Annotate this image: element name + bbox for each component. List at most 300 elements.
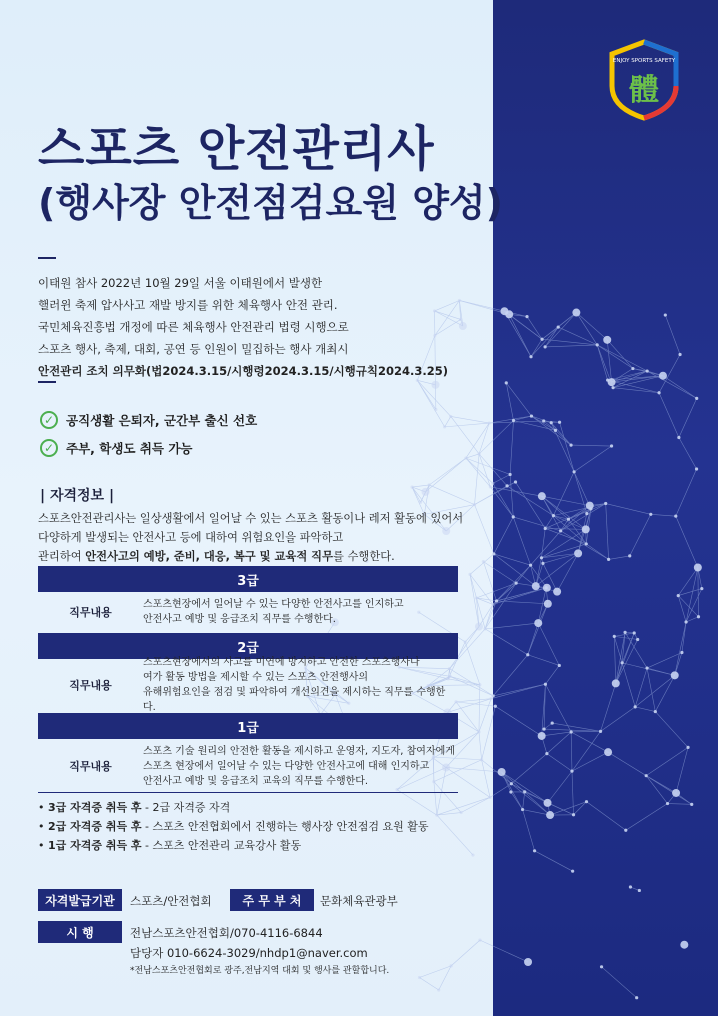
network-node xyxy=(449,415,452,418)
network-node xyxy=(538,732,546,740)
footnote: *전남스포츠안전협회로 광주,전남지역 대회 및 행사를 관할합니다. xyxy=(130,966,390,976)
network-node xyxy=(540,556,543,559)
network-node xyxy=(585,512,588,515)
network-node xyxy=(659,372,667,380)
network-node xyxy=(690,803,693,806)
section-title: | 자격정보 | xyxy=(40,488,115,504)
network-line xyxy=(451,940,480,966)
network-node xyxy=(570,730,573,733)
network-line xyxy=(542,327,558,339)
ministry-label: 주 무 부 처 xyxy=(230,889,314,911)
network-line xyxy=(493,475,510,484)
section-description xyxy=(38,509,478,566)
network-line xyxy=(635,675,675,707)
network-node xyxy=(488,421,491,424)
network-node xyxy=(459,318,462,321)
network-node xyxy=(645,774,648,777)
issuer-value: 스포츠/안전협회 xyxy=(130,894,212,908)
network-line xyxy=(476,598,496,601)
network-node xyxy=(694,564,702,572)
network-node xyxy=(482,560,485,563)
network-line xyxy=(470,574,479,626)
network-node xyxy=(554,429,557,432)
network-node xyxy=(492,694,495,697)
network-line xyxy=(561,531,609,560)
network-node xyxy=(540,338,543,341)
network-node xyxy=(478,683,481,686)
network-line xyxy=(646,776,667,804)
network-node xyxy=(508,473,511,476)
network-node xyxy=(545,752,548,755)
network-node xyxy=(571,870,574,873)
network-line xyxy=(494,517,513,554)
desc-line: 스포츠안전관리사는 일상생활에서 일어날 수 있는 스포츠 활동이나 레저 활동에 있어서 xyxy=(38,512,464,525)
network-line xyxy=(614,636,622,662)
network-node xyxy=(422,488,430,496)
network-node xyxy=(494,705,497,708)
network-node xyxy=(636,638,639,641)
network-node xyxy=(464,640,467,643)
network-node xyxy=(529,355,532,358)
network-line xyxy=(485,604,493,628)
network-node xyxy=(664,313,667,316)
network-line xyxy=(494,554,531,565)
network-node xyxy=(585,800,588,803)
network-line xyxy=(490,487,513,517)
page-title: 스포츠 안전관리사 xyxy=(38,121,435,177)
network-node xyxy=(512,419,515,422)
network-node xyxy=(488,796,491,799)
network-line xyxy=(597,345,647,371)
divider-dash xyxy=(38,381,56,383)
sports-safety-logo-icon xyxy=(606,38,682,122)
network-node xyxy=(572,813,575,816)
network-node xyxy=(526,653,529,656)
network-line xyxy=(572,752,608,771)
network-node xyxy=(514,480,517,483)
network-node xyxy=(569,443,572,446)
network-node xyxy=(411,485,414,488)
network-node xyxy=(684,620,687,623)
network-line xyxy=(698,568,699,617)
network-line xyxy=(482,706,496,759)
network-line xyxy=(647,371,697,398)
network-node xyxy=(678,353,681,356)
network-line xyxy=(614,636,615,683)
grade-header: 2급 xyxy=(38,633,458,659)
network-line xyxy=(531,327,558,357)
network-line xyxy=(528,623,538,655)
network-node xyxy=(551,721,554,724)
network-node xyxy=(697,615,700,618)
network-line xyxy=(516,482,546,528)
grade-label: 직무내용 xyxy=(69,606,112,619)
check-circle-icon: ✓ xyxy=(40,411,58,429)
network-node xyxy=(646,369,649,372)
intro-text xyxy=(38,272,448,382)
network-node xyxy=(567,518,570,521)
network-line xyxy=(479,454,507,486)
network-line xyxy=(437,815,473,855)
network-line xyxy=(663,376,697,399)
network-line xyxy=(420,978,439,991)
network-line xyxy=(574,802,587,815)
network-node xyxy=(613,635,616,638)
network-node xyxy=(552,514,555,517)
network-line xyxy=(547,732,571,754)
grade-header: 3급 xyxy=(38,566,458,592)
network-node xyxy=(631,367,634,370)
intro-line: 스포츠 행사, 축제, 대회, 공연 등 인원이 밀집하는 행사 개최시 xyxy=(38,342,349,356)
network-node xyxy=(512,515,515,518)
network-node xyxy=(475,596,478,599)
network-node xyxy=(432,381,440,389)
network-line xyxy=(676,469,697,516)
grade-label: 직무내용 xyxy=(69,760,112,773)
exec-value: 전남스포츠안전협회/070-4116-6844 xyxy=(130,926,323,940)
network-line xyxy=(541,528,545,557)
network-line xyxy=(550,802,586,815)
network-node xyxy=(677,594,680,597)
grade-label: 직무내용 xyxy=(69,679,112,692)
network-node xyxy=(700,587,703,590)
network-line xyxy=(429,458,466,485)
network-line xyxy=(491,684,545,698)
network-node xyxy=(478,939,481,942)
network-line xyxy=(675,622,686,675)
network-line xyxy=(523,792,525,810)
network-node xyxy=(490,697,493,700)
network-node xyxy=(686,746,689,749)
network-node xyxy=(600,965,603,968)
network-line xyxy=(574,446,611,472)
network-node xyxy=(629,885,632,888)
network-node xyxy=(621,661,624,664)
network-line xyxy=(545,528,586,529)
network-line xyxy=(601,683,616,731)
intro-line: 핼러윈 축제 압사사고 재발 방지를 위한 체육행사 안전 관리. xyxy=(38,298,338,312)
network-line xyxy=(547,754,572,772)
network-node xyxy=(498,768,506,776)
network-line xyxy=(523,810,535,851)
network-line xyxy=(655,675,674,711)
desc-line: 다양하게 발생되는 안전사고 등에 대하여 위험요인을 파악하고 xyxy=(38,531,344,544)
network-line xyxy=(602,967,637,998)
network-node xyxy=(533,849,536,852)
network-node xyxy=(558,421,561,424)
bullet-list xyxy=(38,798,429,855)
network-node xyxy=(654,710,657,713)
network-node xyxy=(510,782,513,785)
network-node xyxy=(435,813,438,816)
issuer-label: 자격발급기관 xyxy=(38,889,122,911)
network-node xyxy=(695,397,698,400)
network-line xyxy=(527,317,542,340)
network-node xyxy=(680,651,683,654)
network-line xyxy=(607,340,611,382)
network-line xyxy=(625,632,647,668)
network-node xyxy=(623,631,626,634)
network-node xyxy=(544,345,547,348)
logo-hanja: 體 xyxy=(629,73,659,108)
desc-line: 관리하여 안전사고의 예방, 준비, 대응, 복구 및 교육적 직무를 수행한다. xyxy=(38,550,395,563)
network-line xyxy=(514,416,532,420)
network-node xyxy=(606,379,609,382)
network-node xyxy=(459,322,467,330)
network-node xyxy=(530,414,533,417)
network-node xyxy=(471,853,474,856)
grade-row xyxy=(38,596,458,628)
network-line xyxy=(502,772,523,810)
network-node xyxy=(532,582,540,590)
network-node xyxy=(671,671,679,679)
network-line xyxy=(511,754,547,784)
network-line xyxy=(511,792,523,810)
network-line xyxy=(545,684,571,732)
network-line xyxy=(606,504,609,560)
network-line xyxy=(679,398,697,437)
network-node xyxy=(477,730,480,733)
network-node xyxy=(612,679,620,687)
network-node xyxy=(572,309,580,317)
network-node xyxy=(680,941,688,949)
network-line xyxy=(608,752,646,775)
network-line xyxy=(510,475,513,517)
network-node xyxy=(604,502,607,505)
network-node xyxy=(553,588,561,596)
network-node xyxy=(529,564,532,567)
network-node xyxy=(544,683,547,686)
network-line xyxy=(647,668,655,712)
network-node xyxy=(574,549,582,557)
network-line xyxy=(616,639,638,683)
network-line xyxy=(531,416,571,445)
network-node xyxy=(437,988,440,991)
network-line xyxy=(483,562,496,601)
network-line xyxy=(545,327,558,347)
network-line xyxy=(510,421,513,475)
network-line xyxy=(545,313,576,347)
network-line xyxy=(445,416,451,426)
network-line xyxy=(613,388,659,393)
network-node xyxy=(477,452,480,455)
network-node xyxy=(505,484,508,487)
network-node xyxy=(544,600,552,608)
exec-label: 시 행 xyxy=(38,921,122,943)
network-node xyxy=(483,627,486,630)
network-node xyxy=(491,603,494,606)
network-node xyxy=(458,299,461,302)
network-line xyxy=(506,383,513,421)
network-node xyxy=(464,456,467,459)
network-line xyxy=(601,707,636,731)
network-line xyxy=(679,438,697,469)
network-line xyxy=(676,516,698,567)
network-line xyxy=(542,496,590,505)
network-node xyxy=(550,421,553,424)
intro-bold-line: 안전관리 조치 의무화(법2024.3.15/시행령2024.3.15/시행규칙2024.3.25) xyxy=(38,364,449,378)
network-node xyxy=(633,631,636,634)
network-line xyxy=(646,776,692,805)
bullet-item: • 2급 자격증 취득 후 - 스포츠 안전협회에서 진행하는 행사장 안전점검 요원 활동 xyxy=(38,820,429,833)
check-item xyxy=(40,411,257,429)
network-node xyxy=(677,436,680,439)
network-node xyxy=(603,336,611,344)
grade-description: 스포츠현장에서의 사고를 미연에 방지하고 안전한 스포츠행사나 여가 활동 방법을 제시할 수 있는 스포츠 안전행사의 유해위험요인을 점검 및 파악하여 개선의견을 제시하는 직무를 수행한다. xyxy=(142,657,446,713)
network-node xyxy=(541,562,544,565)
network-line xyxy=(609,556,630,560)
network-node xyxy=(524,958,532,966)
network-line xyxy=(576,313,607,340)
network-node xyxy=(538,492,546,500)
network-node xyxy=(523,790,526,793)
network-line xyxy=(635,707,655,712)
intro-line: 국민체육진흥법 개정에 따른 체육행사 안전관리 법령 시행으로 xyxy=(38,320,349,334)
network-node xyxy=(492,552,495,555)
network-line xyxy=(572,771,574,815)
network-node xyxy=(638,889,641,892)
network-line xyxy=(655,712,688,748)
network-line xyxy=(646,776,676,793)
network-line xyxy=(506,383,531,416)
network-line xyxy=(551,423,571,445)
network-line xyxy=(535,851,573,871)
network-node xyxy=(505,310,513,318)
network-line xyxy=(545,665,559,684)
network-line xyxy=(616,632,625,683)
grade-header: 1급 xyxy=(38,713,458,739)
grade-row xyxy=(38,657,458,713)
network-line xyxy=(461,797,490,812)
network-line xyxy=(495,706,541,736)
network-node xyxy=(505,381,508,384)
network-line xyxy=(451,416,489,423)
network-node xyxy=(628,554,631,557)
network-line xyxy=(542,732,571,736)
network-node xyxy=(611,386,614,389)
network-node xyxy=(460,811,463,814)
network-line xyxy=(622,663,635,707)
bullet-item: • 3급 자격증 취득 후 - 2급 자격증 자격 xyxy=(38,801,231,814)
network-line xyxy=(480,940,528,962)
check-circle-icon: ✓ xyxy=(40,439,58,457)
network-node xyxy=(419,501,422,504)
network-node xyxy=(542,419,545,422)
network-node xyxy=(468,573,471,576)
network-node xyxy=(450,964,453,967)
network-line xyxy=(493,684,545,696)
network-node xyxy=(582,525,590,533)
logo-ring-text: ENJOY SPORTS SAFETY xyxy=(612,58,676,64)
network-line xyxy=(479,421,513,454)
network-line xyxy=(479,685,480,732)
network-node xyxy=(604,748,612,756)
network-line xyxy=(543,553,578,563)
network-node xyxy=(570,770,573,773)
network-node xyxy=(473,503,476,506)
grade-description: 스포츠현장에서 일어날 수 있는 다양한 안전사고를 인지하고 안전사고 예방 및 응급조치 직무를 수행한다. xyxy=(143,599,404,625)
network-line xyxy=(485,629,528,655)
network-line xyxy=(630,514,651,556)
network-line xyxy=(626,804,668,831)
network-line xyxy=(485,623,538,629)
network-node xyxy=(534,619,542,627)
network-node xyxy=(695,467,698,470)
network-node xyxy=(418,976,421,979)
network-line xyxy=(437,797,490,815)
network-line xyxy=(485,583,516,629)
table-bottom-rule xyxy=(38,792,458,793)
network-node xyxy=(443,425,446,428)
network-line xyxy=(509,314,542,339)
network-line xyxy=(528,604,548,655)
network-node xyxy=(558,664,561,667)
network-line xyxy=(606,504,651,515)
network-line xyxy=(497,601,548,604)
network-node xyxy=(515,582,518,585)
network-node xyxy=(495,599,498,602)
intro-line: 이태원 참사 2022년 10월 29일 서울 이태원에서 발생한 xyxy=(38,276,323,290)
network-line xyxy=(571,732,572,771)
network-line xyxy=(651,514,676,516)
network-line xyxy=(466,458,493,483)
ministry-value: 문화체육관광부 xyxy=(320,894,398,908)
network-line xyxy=(557,553,578,591)
network-line xyxy=(668,804,692,805)
network-node xyxy=(434,408,437,411)
network-node xyxy=(545,586,548,589)
grade-row xyxy=(38,743,458,789)
network-line xyxy=(509,314,531,356)
network-node xyxy=(557,325,560,328)
network-node xyxy=(634,705,637,708)
network-line xyxy=(571,445,612,446)
network-node xyxy=(672,789,680,797)
check-item xyxy=(40,439,192,457)
network-node xyxy=(573,470,576,473)
network-line xyxy=(531,339,542,356)
network-node xyxy=(559,529,562,532)
network-node xyxy=(544,799,552,807)
network-node xyxy=(521,808,524,811)
network-node xyxy=(586,502,594,510)
network-line xyxy=(451,416,479,454)
network-line xyxy=(475,486,508,505)
network-line xyxy=(445,423,490,427)
network-line xyxy=(560,422,575,472)
network-node xyxy=(475,623,483,631)
network-line xyxy=(659,393,679,438)
network-node xyxy=(544,527,547,530)
network-line xyxy=(635,668,647,707)
network-node xyxy=(546,811,554,819)
network-node xyxy=(649,513,652,516)
network-node xyxy=(674,515,677,518)
network-line xyxy=(665,315,680,354)
network-line xyxy=(586,802,625,831)
network-line xyxy=(513,517,560,531)
network-line xyxy=(493,655,528,696)
network-line xyxy=(516,583,547,588)
network-node xyxy=(489,485,492,488)
network-line xyxy=(507,486,553,516)
network-node xyxy=(491,482,494,485)
network-node xyxy=(596,343,599,346)
network-node xyxy=(428,483,431,486)
network-line xyxy=(553,516,585,530)
network-line xyxy=(426,458,466,492)
contact-value: 담당자 010-6624-3029/nhdp1@naver.com xyxy=(130,946,368,960)
